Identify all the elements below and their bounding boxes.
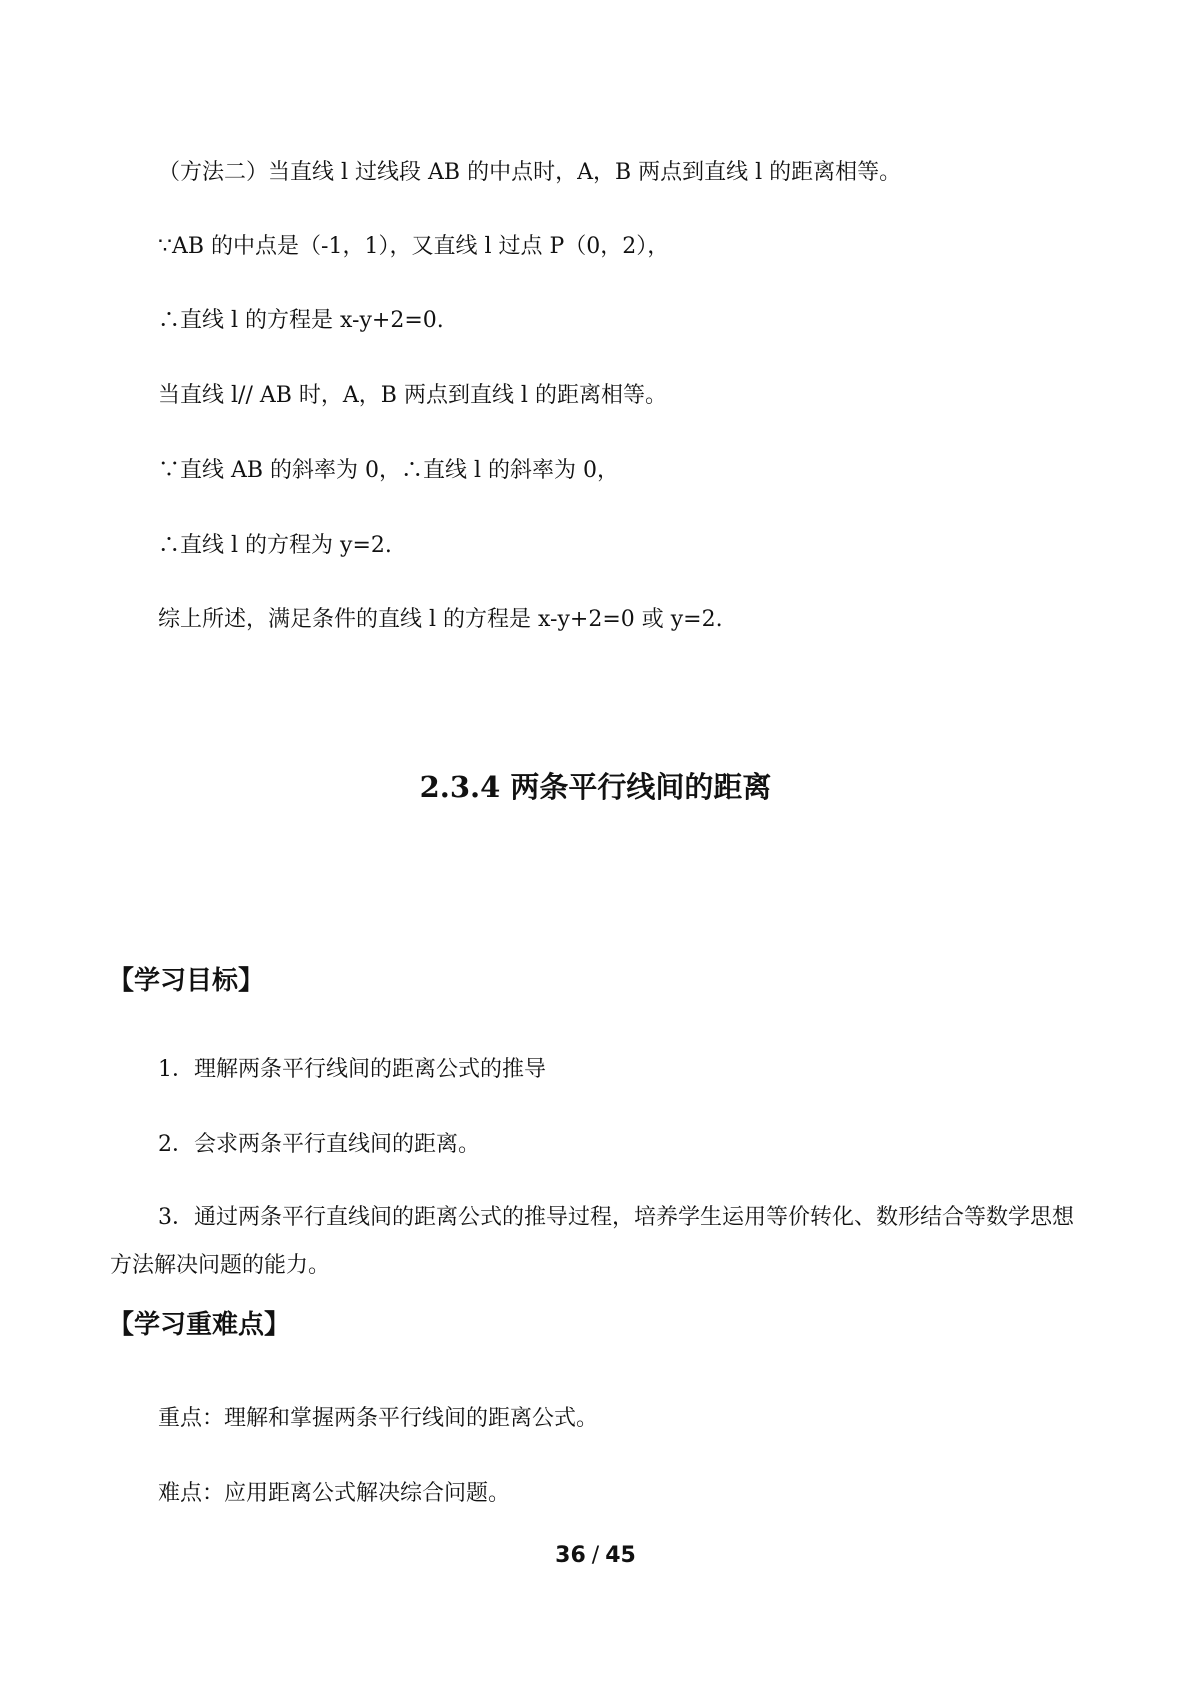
section-title: 2.3.4 两条平行线间的距离 [419, 770, 772, 804]
key-point: 重点：理解和掌握两条平行线间的距离公式。 [158, 1406, 599, 1431]
learning-goals-heading: 【学习目标】 [108, 966, 265, 996]
method2-line-5: ∵直线 AB 的斜率为 0，∴直线 l 的斜率为 0， [158, 458, 620, 483]
page-number [0, 1543, 1191, 1568]
method2-line-3: ∴直线 l 的方程是 x-y+2=0. [158, 308, 444, 333]
goal-item-1: 1．理解两条平行线间的距离公式的推导 [158, 1057, 546, 1082]
method2-line-4: 当直线 l// AB 时，A，B 两点到直线 l 的距离相等。 [158, 383, 667, 408]
method2-line-6: ∴直线 l 的方程为 y=2. [158, 533, 392, 558]
goal-item-2: 2．会求两条平行直线间的距离。 [158, 1132, 480, 1157]
current-page: 36 [555, 1543, 586, 1568]
goal-item-3: 3．通过两条平行直线间的距离公式的推导过程，培养学生运用等价转化、数形结合等数学思想方法解决问题的能力。 [110, 1205, 1075, 1278]
total-pages: 45 [605, 1543, 636, 1568]
key-points-heading: 【学习重难点】 [108, 1310, 291, 1340]
method2-line-1: （方法二）当直线 l 过线段 AB 的中点时，A，B 两点到直线 l 的距离相等。 [158, 160, 902, 185]
method2-conclusion: 综上所述，满足条件的直线 l 的方程是 x-y+2=0 或 y=2. [158, 607, 723, 632]
method2-line-2: ∵AB 的中点是（-1，1），又直线 l 过点 P（0，2）， [158, 234, 670, 259]
page-separator: / [591, 1543, 600, 1568]
difficulty-point: 难点：应用距离公式解决综合问题。 [158, 1481, 511, 1506]
